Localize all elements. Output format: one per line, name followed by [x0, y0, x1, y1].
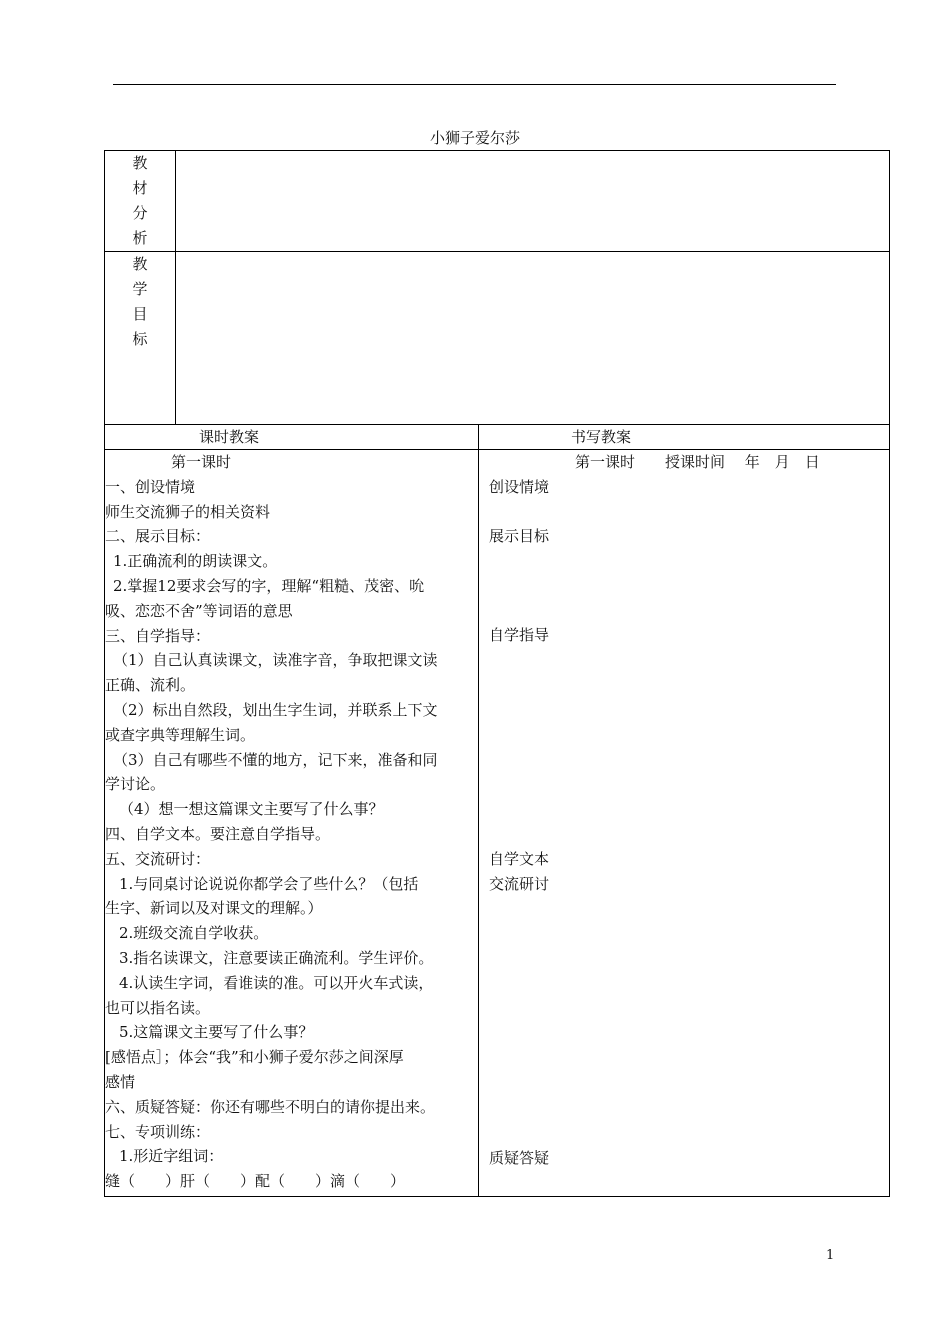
lesson-line: 师生交流狮子的相关资料: [105, 502, 271, 521]
label-char: 教: [132, 255, 148, 273]
textbook-analysis-content: [176, 151, 890, 252]
lesson-line: 缝（ ）肝（ ）配（ ）滴（ ）: [105, 1172, 406, 1191]
header-rule: [113, 84, 836, 85]
lesson-line: 1.正确流利的朗读课文。: [113, 552, 278, 571]
lesson-line: 第一课时: [171, 453, 232, 471]
lesson-line: 三、自学指导：: [105, 626, 211, 645]
page-title: 小狮子爱尔莎: [429, 129, 520, 147]
header-lesson-plan: 课时教案: [105, 425, 479, 450]
lesson-line: 4.认读生字词，看谁读的准。可以开火车式读，: [119, 973, 434, 992]
label-textbook-analysis: [105, 151, 176, 252]
lesson-line: 五、交流研讨：: [105, 849, 211, 868]
lesson-line: 或查字典等理解生词。: [105, 725, 256, 744]
label-char: 标: [132, 330, 148, 348]
label-char: 分: [132, 204, 148, 222]
label-char: 教: [132, 154, 148, 172]
lesson-line: （3）自己有哪些不懂的地方，记下来，准备和同: [113, 750, 438, 769]
header-writing-plan: 书写教案: [479, 425, 890, 450]
lesson-line: 也可以指名读。: [105, 998, 211, 1017]
lesson-line: 正确、流利。: [105, 676, 196, 695]
lesson-plan-table: [104, 150, 890, 1197]
lesson-line: 生字、新词以及对课文的理解。）: [105, 899, 323, 918]
lesson-line: 六、质疑答疑：你还有哪些不明白的请你提出来。: [105, 1097, 436, 1116]
lesson-line: 3.指名读课文，注意要读正确流利。学生评价。: [119, 948, 434, 967]
lesson-line: （2）标出自然段，划出生字生词，并联系上下文: [113, 700, 438, 719]
lesson-line: （1）自己认真读课文，读准字音，争取把课文读: [113, 651, 438, 670]
lesson-line: 感情: [105, 1072, 136, 1091]
label-char: 目: [132, 305, 148, 323]
row-teaching-goals: [105, 252, 890, 425]
row-column-headers: [105, 425, 890, 450]
label-char: 析: [132, 229, 148, 247]
lesson-line: （4）想一想这篇课文主要写了什么事？: [119, 800, 384, 819]
row-lesson-body: [105, 450, 890, 1197]
lesson-line: 四、自学文本。要注意自学指导。: [105, 824, 331, 843]
page-number: 1: [826, 1248, 835, 1263]
row-textbook-analysis: [105, 151, 890, 252]
lesson-line: 学讨论。: [105, 775, 166, 794]
writing-line: 第一课时 授课时间 年 月 日: [575, 453, 820, 471]
teaching-goals-content: [176, 252, 890, 425]
label-teaching-goals: [105, 252, 176, 425]
lesson-lines: [105, 450, 478, 1194]
lesson-line: 吸、恋恋不舍”等词语的意思: [105, 601, 293, 620]
writing-line: 展示目标: [489, 527, 550, 545]
lesson-line: 二、展示目标：: [105, 527, 211, 546]
lesson-line: 5.这篇课文主要写了什么事？: [119, 1023, 314, 1042]
writing-line: 自学文本: [489, 850, 550, 868]
lesson-line: [感悟点］；体会“我”和小狮子爱尔莎之间深厚: [105, 1048, 404, 1067]
lesson-line: 七、专项训练：: [105, 1122, 211, 1141]
label-char: 材: [132, 179, 148, 197]
lesson-line: 1.形近字组词：: [119, 1147, 224, 1166]
writing-line: 质疑答疑: [489, 1149, 550, 1167]
label-char: 学: [132, 280, 148, 298]
lesson-line: 2.掌握12要求会写的字，理解“粗糙、茂密、吮: [113, 576, 425, 595]
writing-line: 创设情境: [489, 478, 550, 496]
lesson-line: 一、创设情境: [105, 477, 196, 496]
writing-line: 自学指导: [489, 626, 550, 644]
lesson-line: 2.班级交流自学收获。: [119, 924, 269, 943]
writing-line: 交流研讨: [489, 875, 550, 893]
writing-plan-content: [479, 450, 890, 1197]
lesson-plan-content: [105, 450, 479, 1197]
lesson-line: 1.与同桌讨论说说你都学会了些什么？（包括: [119, 874, 419, 893]
